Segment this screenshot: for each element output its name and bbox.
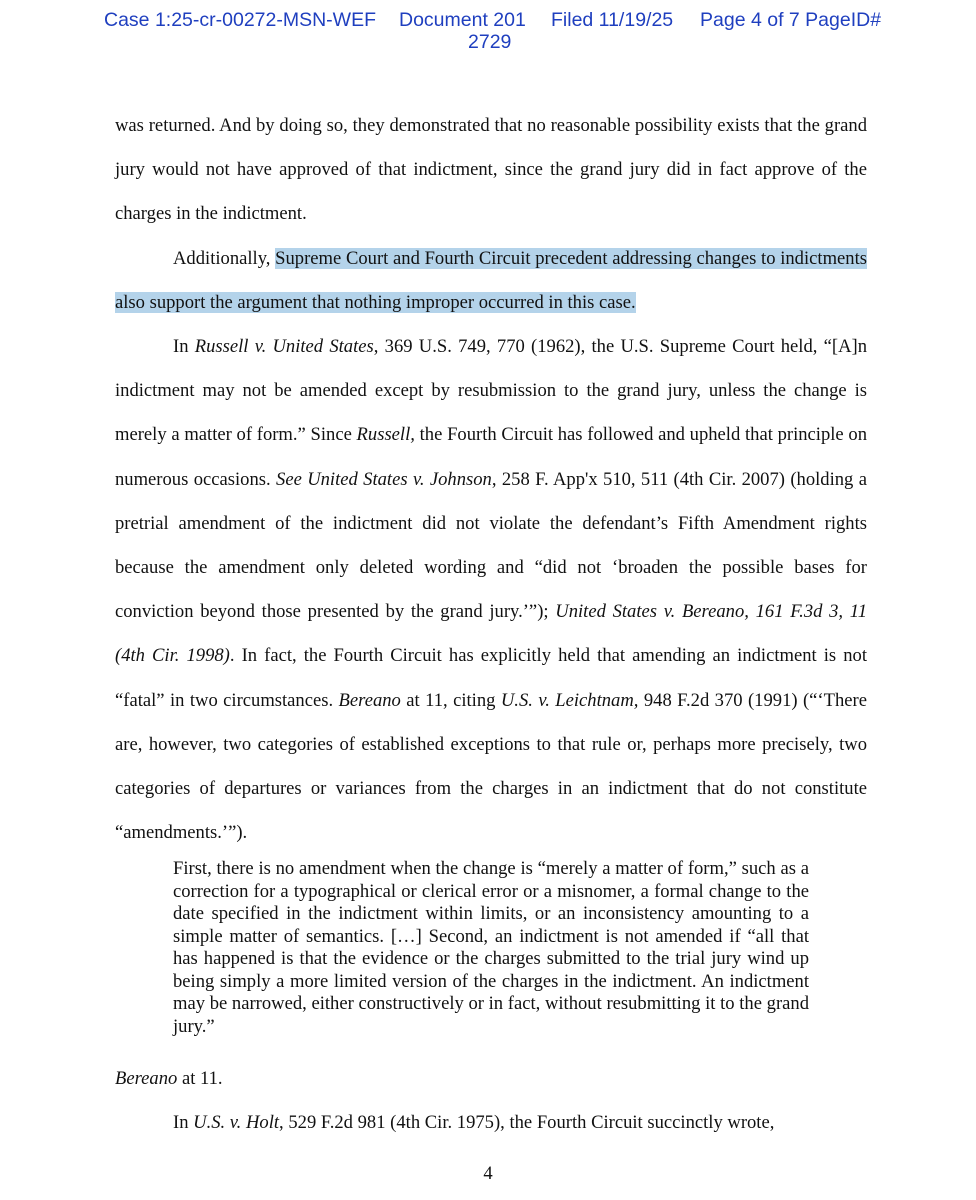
- page-id: 2729: [468, 31, 512, 53]
- russell-short-cite: Russell,: [356, 424, 415, 446]
- p3-text-4: , 258 F. App'x 510, 511 (4th Cir. 2007) (holding a pretrial amendment of the indictment did not violate the defendant’s Fifth Amendment rights because the amendment only deleted wording and “did not ‘broaden the possible bases for conviction beyond those presented by the grand jury.’”);: [115, 468, 867, 623]
- ecf-filing-header: [0, 9, 976, 53]
- johnson-cite: See United States v. Johnson: [276, 468, 492, 490]
- russell-case-cite: Russell v. United States: [194, 336, 374, 358]
- paragraph-2-lead: Additionally,: [173, 247, 276, 269]
- after-quote: [115, 1057, 867, 1145]
- p3-text-3: the Fourth Circuit has followed and upheld that principle on numerous occasions.: [115, 424, 867, 490]
- bereano-short-cite: Bereano: [338, 689, 401, 711]
- p3-text-7: 948 F.2d 370 (1991) (“‘There are, however, two categories of established exceptions to that rule or, perhaps more precisely, two categories of departures or variances from the charges in an indictment that do not constitute “amendments.’”).: [115, 689, 867, 844]
- bereano-cite: United States v. Bereano, 161 F.3d 3, 11 (4th Cir. 1998): [115, 601, 867, 667]
- filed-date: Filed 11/19/25: [551, 9, 674, 31]
- paragraph-2: [115, 237, 867, 325]
- block-quote: First, there is no amendment when the change is “merely a matter of form,” such as a correction for a typographical or clerical error or a misnomer, a formal change to the date specified in the indictment within limits, or an inconsistency amounting to a simple matter of semantics. […] Second, an indictment is not amended if “all that has happened is that the evidence or the charges submitted to the trial jury wind up being simply a more limited version of the charges in the indictment. An indictment may be narrowed, either constructively or in fact, without resubmitting it to the grand jury.”: [173, 858, 809, 1037]
- holt-cite: U.S. v. Holt: [193, 1112, 280, 1134]
- p3-text-2: , 369 U.S. 749, 770 (1962), the U.S. Supreme Court held, “[A]n indictment may not be amended except by resubmission to the grand jury, unless the change is merely a matter of form.” Since: [115, 336, 868, 446]
- bereano-reference: [115, 1057, 867, 1101]
- paragraph-1: [115, 104, 867, 237]
- p4-text-2: , 529 F.2d 981 (4th Cir. 1975), the Fourth Circuit succinctly wrote,: [279, 1112, 775, 1134]
- paragraph-3: [115, 325, 867, 855]
- p4-text-1: In: [173, 1112, 194, 1134]
- p3-text-5: . In fact, the Fourth Circuit has explicitly held that amending an indictment is not “fatal” in two circumstances.: [115, 645, 867, 711]
- bereano-ref-rest: at 11.: [177, 1068, 223, 1089]
- p3-text-6: at 11, citing: [400, 689, 501, 711]
- leichtnam-cite: U.S. v. Leichtnam,: [500, 689, 639, 711]
- paragraph-4: [115, 1101, 867, 1145]
- bereano-ref-case: Bereano: [115, 1068, 178, 1089]
- case-number: Case 1:25-cr-00272-MSN-WEF: [104, 9, 376, 31]
- highlighted-text[interactable]: Supreme Court and Fourth Circuit precedent addressing changes to indictments also support the argument that nothing improper occurred in this case.: [115, 247, 867, 313]
- p3-text-1: In: [173, 336, 195, 358]
- page-info: Page 4 of 7 PageID#: [700, 9, 882, 31]
- document-body: [115, 104, 867, 855]
- page-number: 4: [483, 1163, 493, 1184]
- paragraph-1-text: was returned. And by doing so, they demonstrated that no reasonable possibility exists that the grand jury would not have approved of that indictment, since the grand jury did in fact approve of the charges in the indictment.: [115, 115, 867, 225]
- document-number: Document 201: [399, 9, 526, 31]
